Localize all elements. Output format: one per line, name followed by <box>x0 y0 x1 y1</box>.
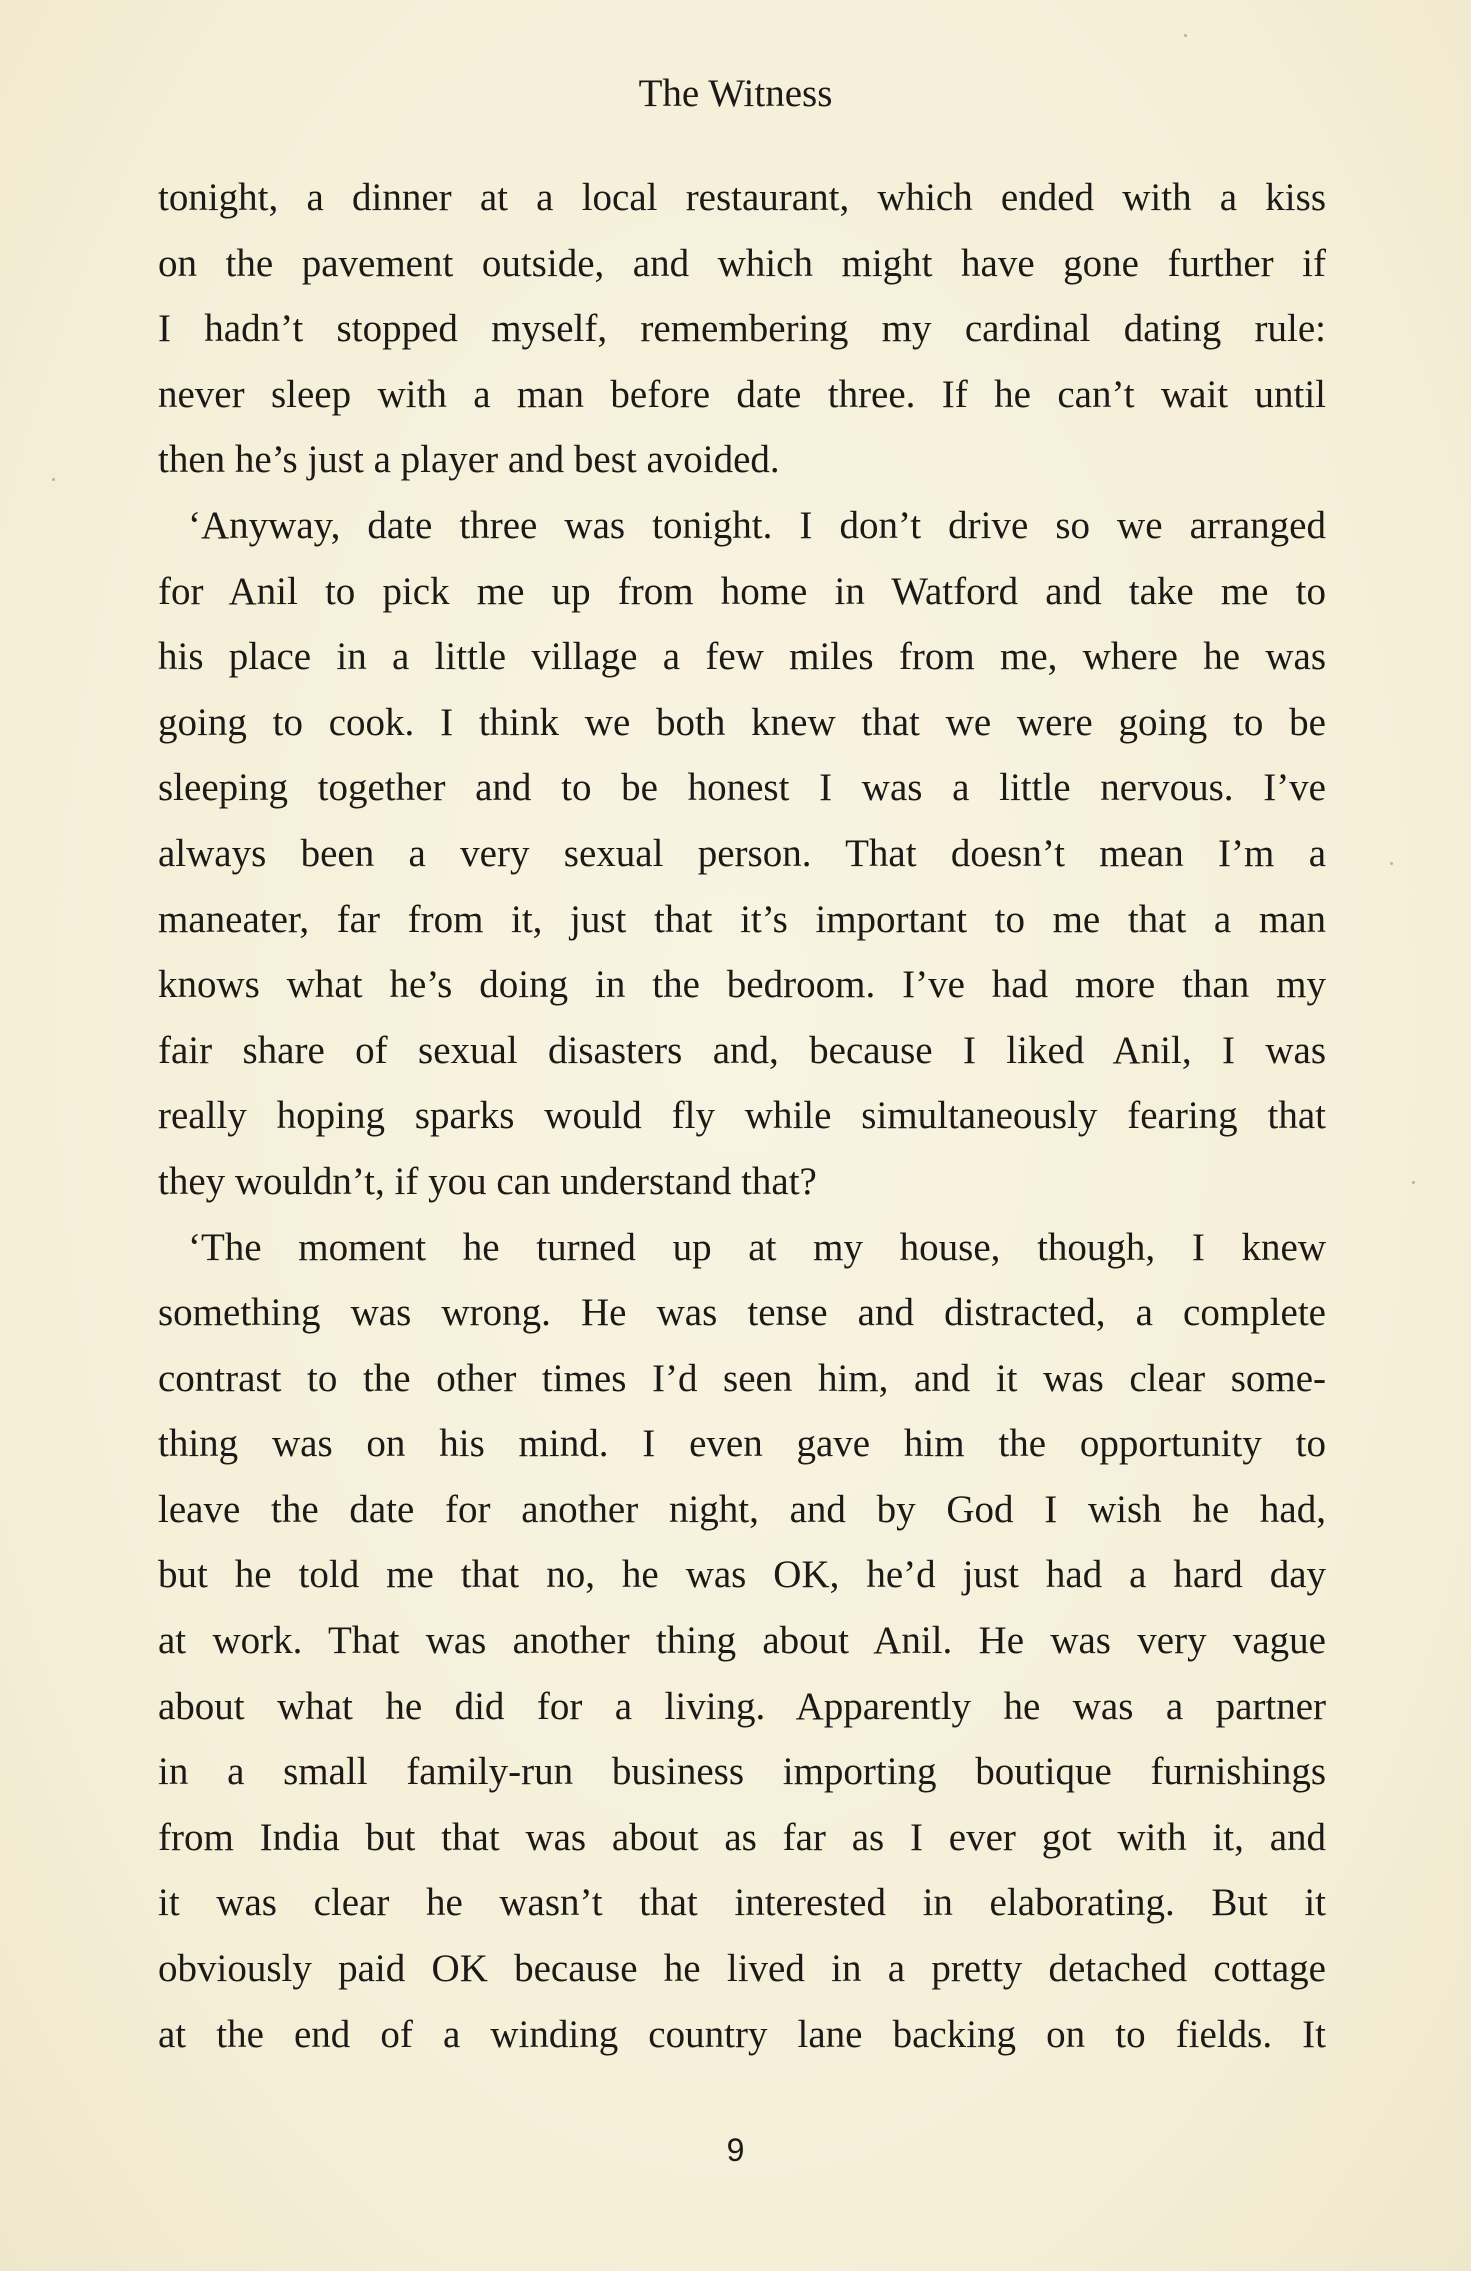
text-line: really hoping sparks would fly while simultaneously fearing that <box>158 1094 1326 1138</box>
text-line: at the end of a winding country lane backing on to fields. It <box>158 2012 1326 2056</box>
text-line: maneater, far from it, just that it’s important to me that a man <box>158 897 1326 941</box>
text-line: in a small family-run business importing boutique furnishings <box>158 1750 1326 1794</box>
text-line: knows what he’s doing in the bedroom. I’ve had more than my <box>158 963 1326 1007</box>
text-line: contrast to the other times I’d seen him, and it was clear some- <box>158 1356 1326 1400</box>
text-line: I hadn’t stopped myself, remembering my cardinal dating rule: <box>158 307 1326 351</box>
text-line: it was clear he wasn’t that interested in elaborating. But it <box>158 1881 1326 1925</box>
text-line: then he’s just a player and best avoided. <box>158 438 780 482</box>
text-line: tonight, a dinner at a local restaurant, which ended with a kiss <box>158 176 1326 219</box>
text-line: sleeping together and to be honest I was a little nervous. I’ve <box>158 766 1326 810</box>
text-line: going to cook. I think we both knew that we were going to be <box>158 700 1326 744</box>
text-line: thing was on his mind. I even gave him the opportunity to <box>158 1422 1326 1466</box>
running-head-title: The Witness <box>638 72 833 115</box>
paper-speck <box>1412 1181 1415 1184</box>
paper-speck <box>1390 862 1393 865</box>
text-line: from India but that was about as far as I ever got with it, and <box>158 1815 1326 1859</box>
text-line: for Anil to pick me up from home in Watford and take me to <box>158 569 1326 613</box>
text-line: at work. That was another thing about Anil. He was very vague <box>158 1619 1326 1663</box>
text-line: obviously paid OK because he lived in a pretty detached cottage <box>158 1947 1326 1991</box>
text-line: but he told me that no, he was OK, he’d just had a hard day <box>158 1553 1326 1597</box>
text-line: always been a very sexual person. That doesn’t mean I’m a <box>158 831 1326 875</box>
paper-speck <box>52 478 55 481</box>
text-line: something was wrong. He was tense and distracted, a complete <box>158 1291 1326 1335</box>
paper-speck <box>1184 34 1187 37</box>
text-line: ‘The moment he turned up at my house, though, I knew <box>188 1225 1326 1269</box>
text-line: fair share of sexual disasters and, because I liked Anil, I was <box>158 1028 1326 1072</box>
page-number: 9 <box>726 2132 745 2168</box>
text-line: they wouldn’t, if you can understand that? <box>158 1159 817 1203</box>
text-line: never sleep with a man before date three. If he can’t wait until <box>158 372 1326 416</box>
text-line: on the pavement outside, and which might have gone further if <box>158 241 1326 285</box>
text-line: his place in a little village a few miles from me, where he was <box>158 635 1326 679</box>
body-text <box>158 165 1326 2067</box>
text-line: ‘Anyway, date three was tonight. I don’t drive so we arranged <box>188 503 1326 547</box>
text-line: about what he did for a living. Apparently he was a partner <box>158 1684 1326 1728</box>
text-line: leave the date for another night, and by God I wish he had, <box>158 1487 1326 1531</box>
